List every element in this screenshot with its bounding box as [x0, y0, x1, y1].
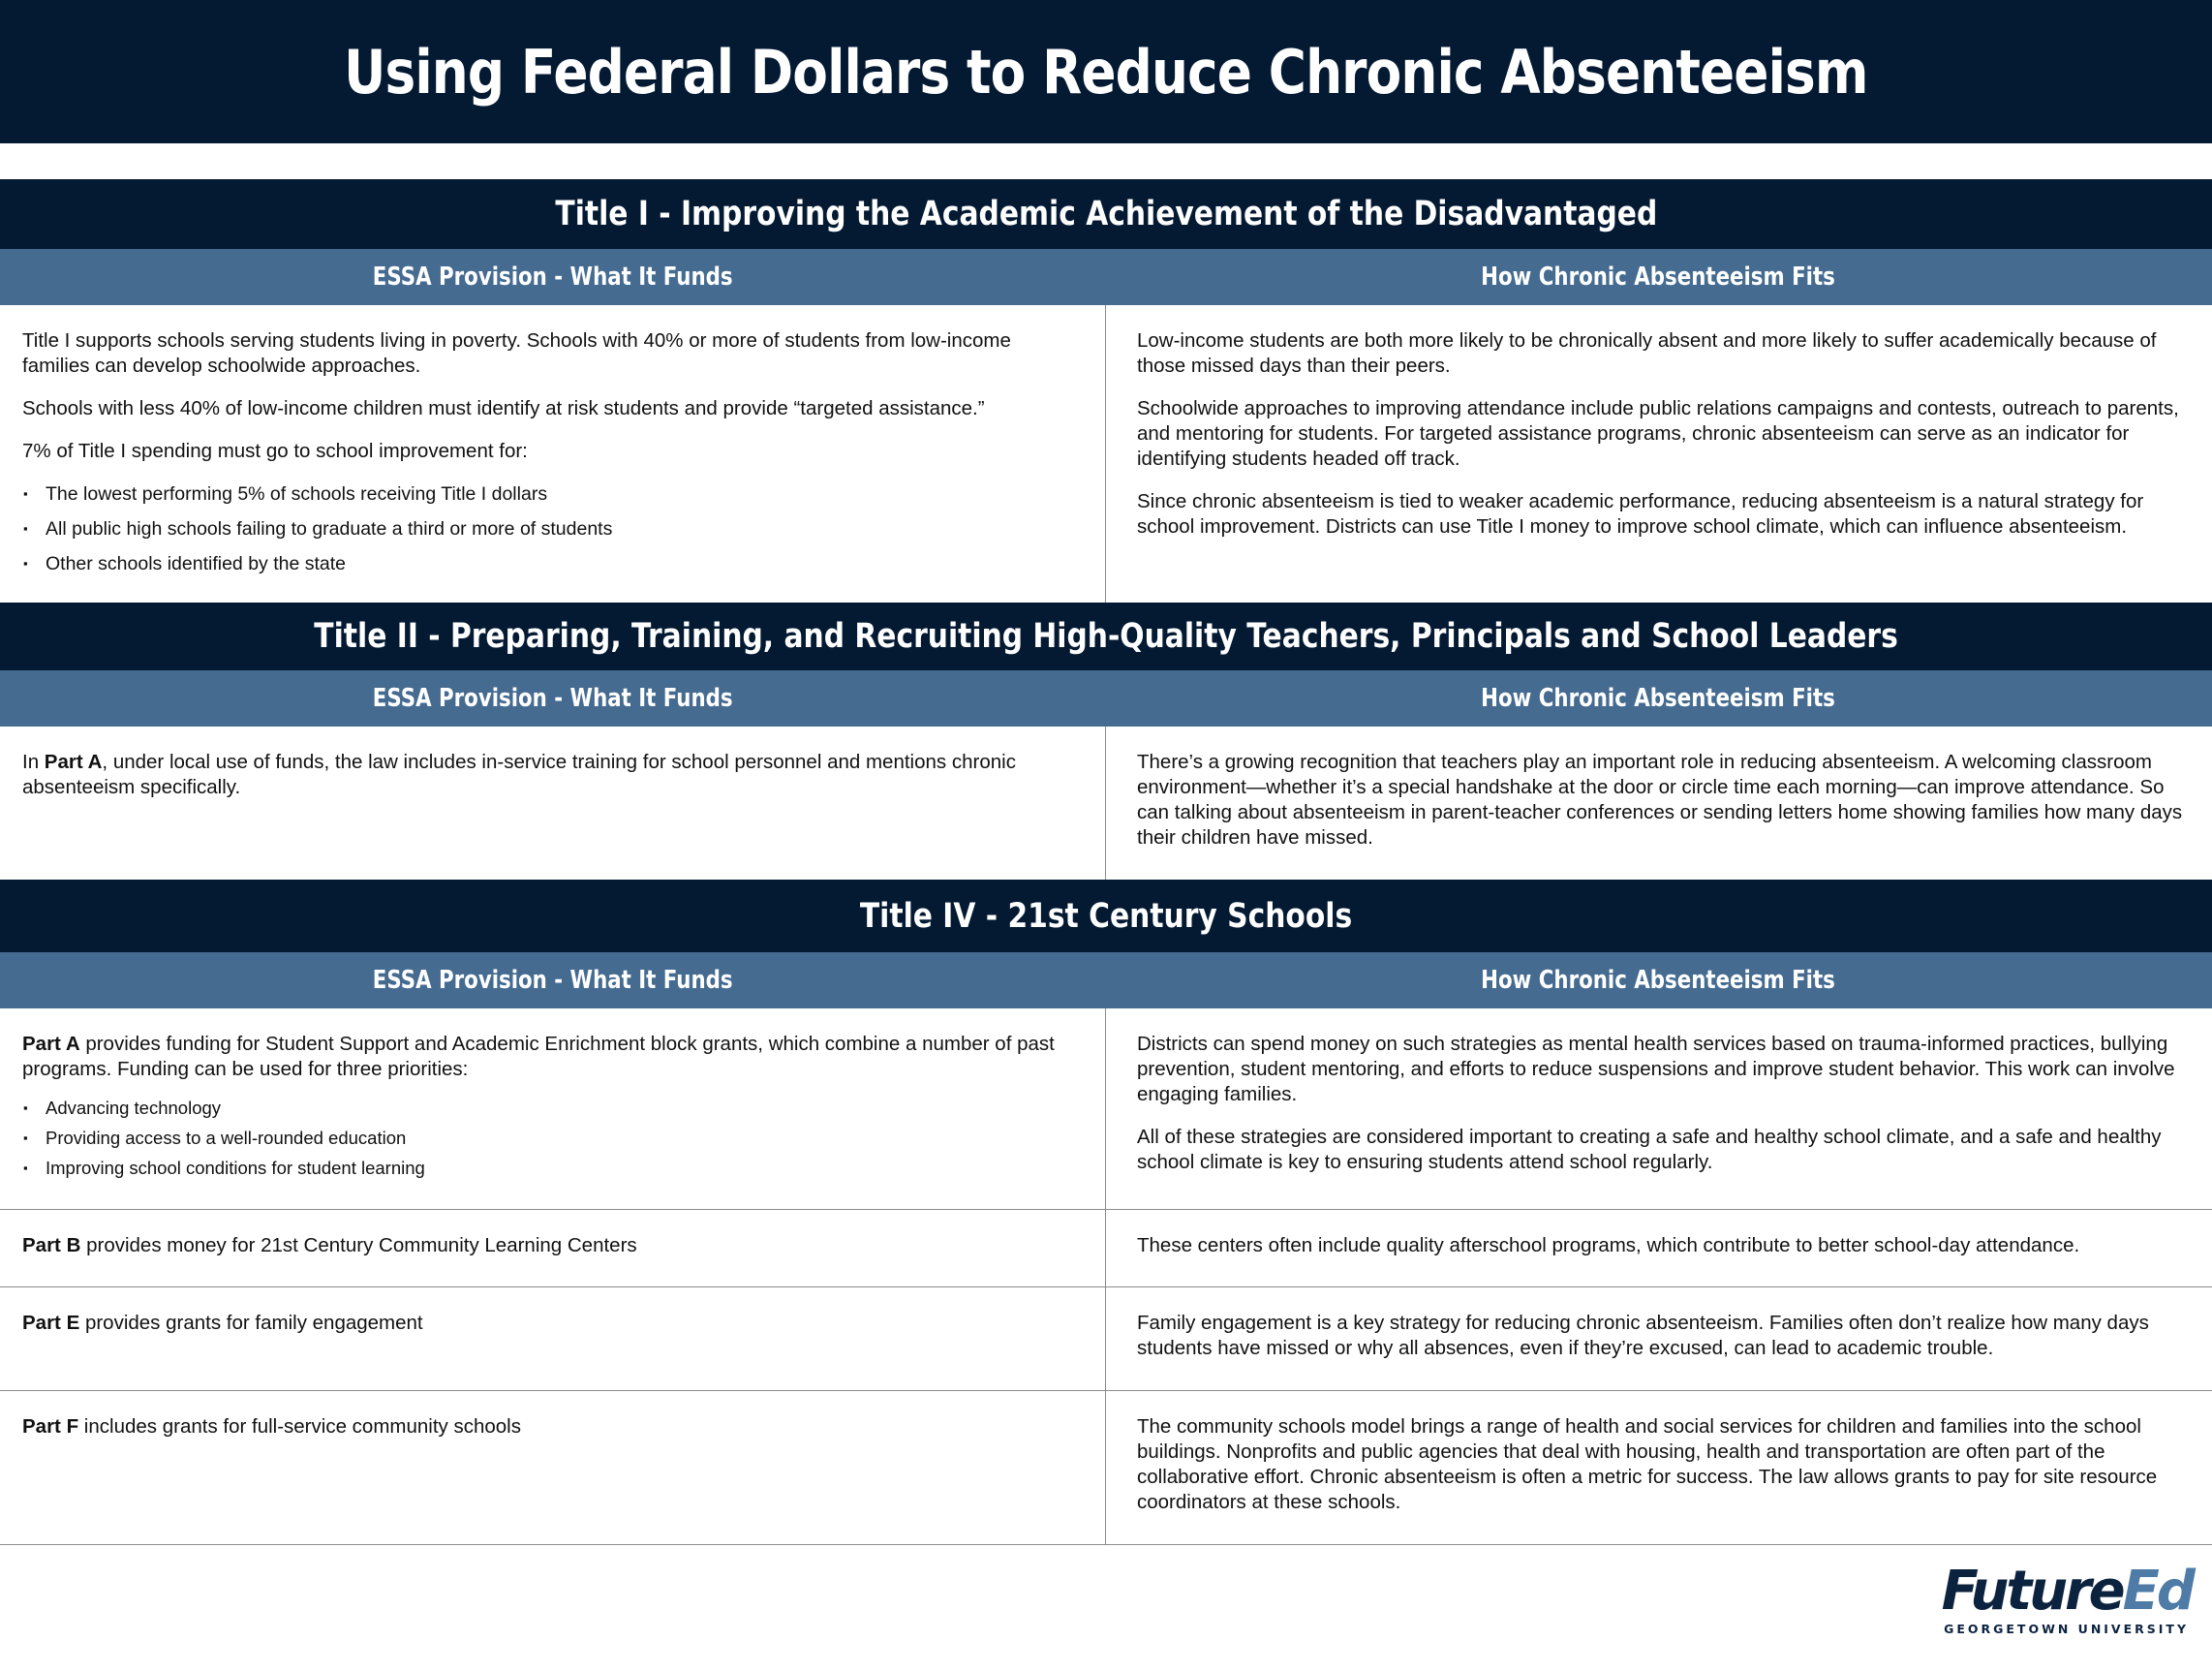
bullet-item: ▪ Other schools identified by the state: [22, 551, 1083, 576]
column-header-fit-label: How Chronic Absenteeism Fits: [1481, 684, 1836, 713]
column-header-fit: [1105, 670, 2212, 727]
column-header-provision-label: ESSA Provision - What It Funds: [372, 684, 733, 713]
part-label: Part B: [22, 1234, 81, 1256]
page-title: Using Federal Dollars to Reduce Chronic Absenteeism: [344, 36, 1868, 108]
paragraph: Title I supports schools serving students living in poverty. Schools with 40% or more of students from low-income families can develop schoolwide approaches.: [22, 329, 1011, 377]
text-run: , under local use of funds, the law includes in-service training for school personnel and mentions chronic absenteeism specifically.: [22, 751, 1016, 798]
paragraph: The community schools model brings a range of health and social services for children and families into the school buildings. Nonprofits and public agencies that deal with housing, health and transportation are often part of the collaborative effort. Chronic absenteeism is often a metric for success. The law allows grants to pay for site resource coordinators at these schools.: [1137, 1415, 2158, 1513]
column-header-provision: [0, 670, 1105, 727]
logo-wordmark-future: Future: [1941, 1560, 2123, 1623]
paragraph: Districts can spend money on such strategies as mental health services based on trauma-informed practices, bullying prevention, student mentoring, and efforts to reduce suspensions and improve student behavior. This work can involve engaging families.: [1137, 1033, 2175, 1105]
bullet-list: [22, 1096, 1083, 1181]
section-title-bar-title2: [0, 603, 2212, 670]
logo-wordmark-ed: Ed: [2122, 1560, 2193, 1623]
text-run: In: [22, 751, 45, 773]
provision-cell: [0, 1287, 1105, 1390]
paragraph: Schoolwide approaches to improving attendance include public relations campaigns and contests, outreach to parents, and mentoring for students. For targeted assistance programs, chronic absenteeism can serve as an indicator for identifying students headed off track.: [1137, 397, 2179, 470]
fit-cell: [1105, 1008, 2212, 1209]
section-title-bar-title1: [0, 179, 2212, 249]
table-row-title1: [0, 305, 2212, 603]
fit-cell: [1105, 1287, 2212, 1390]
paragraph: [22, 1233, 1083, 1258]
provision-cell: [0, 1391, 1105, 1544]
logo-wordmark: [1941, 1560, 2193, 1623]
column-header-fit-label: How Chronic Absenteeism Fits: [1481, 263, 1836, 292]
provision-cell: [0, 1210, 1105, 1286]
bullet-item: ▪ Improving school conditions for student learning: [22, 1156, 1083, 1181]
fit-cell: [1105, 727, 2212, 880]
text-run: provides grants for family engagement: [79, 1312, 423, 1334]
section-title-title1: Title I - Improving the Academic Achievement of the Disadvantaged: [555, 195, 1657, 233]
column-header-row-title1: [0, 249, 2212, 305]
column-header-provision: [0, 952, 1105, 1008]
column-header-row-title2: [0, 670, 2212, 727]
text-run: provides funding for Student Support and Academic Enrichment block grants, which combine a number of past programs. Funding can be used for three priorities:: [22, 1033, 1055, 1080]
page-title-banner: [0, 0, 2212, 143]
paragraph: All of these strategies are considered important to creating a safe and healthy school climate, and a safe and healthy school climate is key to ensuring students attend school regularly.: [1137, 1126, 2162, 1173]
part-label: Part E: [22, 1312, 80, 1334]
paragraph: [22, 1032, 1083, 1082]
fit-cell: [1105, 1210, 2212, 1286]
column-header-provision-label: ESSA Provision - What It Funds: [372, 263, 733, 292]
paragraph: Low-income students are both more likely to be chronically absent and more likely to suffer academically because of those missed days than their peers.: [1137, 329, 2157, 377]
column-header-row-title4: [0, 952, 2212, 1008]
paragraph: [22, 1414, 1083, 1440]
provision-cell: [0, 1008, 1105, 1209]
table-row-part-a: [0, 1008, 2212, 1210]
text-run: includes grants for full-service community schools: [78, 1415, 521, 1438]
table-row-title2: [0, 727, 2212, 880]
part-label: Part A: [22, 1033, 80, 1055]
table-row-part-f: [0, 1391, 2212, 1545]
paragraph: Family engagement is a key strategy for reducing chronic absenteeism. Families often don’t realize how many days students have missed or why all absences, even if they’re excused, can lead to academic trouble.: [1137, 1312, 2149, 1359]
fit-cell: [1105, 305, 2212, 603]
section-title-title2: Title II - Preparing, Training, and Recruiting High-Quality Teachers, Principals and School Leaders: [314, 617, 1898, 656]
paragraph: [22, 750, 1083, 800]
provision-cell: [0, 727, 1105, 880]
part-label: Part A: [44, 751, 103, 773]
fit-cell: [1105, 1391, 2212, 1544]
table-row-part-b: [0, 1210, 2212, 1287]
bullet-item: ▪ All public high schools failing to graduate a third or more of students: [22, 516, 1083, 542]
bullet-item: ▪ Advancing technology: [22, 1096, 1083, 1121]
column-header-provision: [0, 249, 1105, 305]
bullet-list: [22, 481, 1083, 576]
bullet-item: ▪ The lowest performing 5% of schools receiving Title I dollars: [22, 481, 1083, 507]
text-run: provides money for 21st Century Community Learning Centers: [80, 1234, 637, 1256]
section-title-bar-title4: [0, 880, 2212, 952]
part-label: Part F: [22, 1415, 79, 1438]
provision-cell: [0, 305, 1105, 603]
paragraph: Schools with less 40% of low-income children must identify at risk students and provide “targeted assistance.”: [22, 397, 985, 419]
section-title-title4: Title IV - 21st Century Schools: [859, 896, 1353, 936]
paragraph: 7% of Title I spending must go to school improvement for:: [22, 440, 528, 462]
logo-subtitle: GEORGETOWN UNIVERSITY: [1944, 1622, 2189, 1636]
column-header-fit: [1105, 952, 2212, 1008]
paragraph: These centers often include quality afterschool programs, which contribute to better school-day attendance.: [1137, 1234, 2080, 1256]
column-header-fit-label: How Chronic Absenteeism Fits: [1481, 966, 1836, 995]
bullet-item: ▪ Providing access to a well-rounded education: [22, 1126, 1083, 1151]
paragraph: Since chronic absenteeism is tied to weaker academic performance, reducing absenteeism is a natural strategy for school improvement. Districts can use Title I money to improve school climate, which can influence absenteeism.: [1137, 490, 2144, 538]
paragraph: [22, 1311, 1083, 1336]
futureed-logo: [1931, 1560, 2193, 1640]
paragraph: There’s a growing recognition that teachers play an important role in reducing absenteeism. A welcoming classroom environment—whether it’s a special handshake at the door or circle time each morning—can improve attendance. So can talking about absenteeism in parent-teacher conferences or sending letters home showing families how many days their children have missed.: [1137, 751, 2183, 849]
column-header-fit: [1105, 249, 2212, 305]
column-header-provision-label: ESSA Provision - What It Funds: [372, 966, 733, 995]
table-row-part-e: [0, 1287, 2212, 1391]
